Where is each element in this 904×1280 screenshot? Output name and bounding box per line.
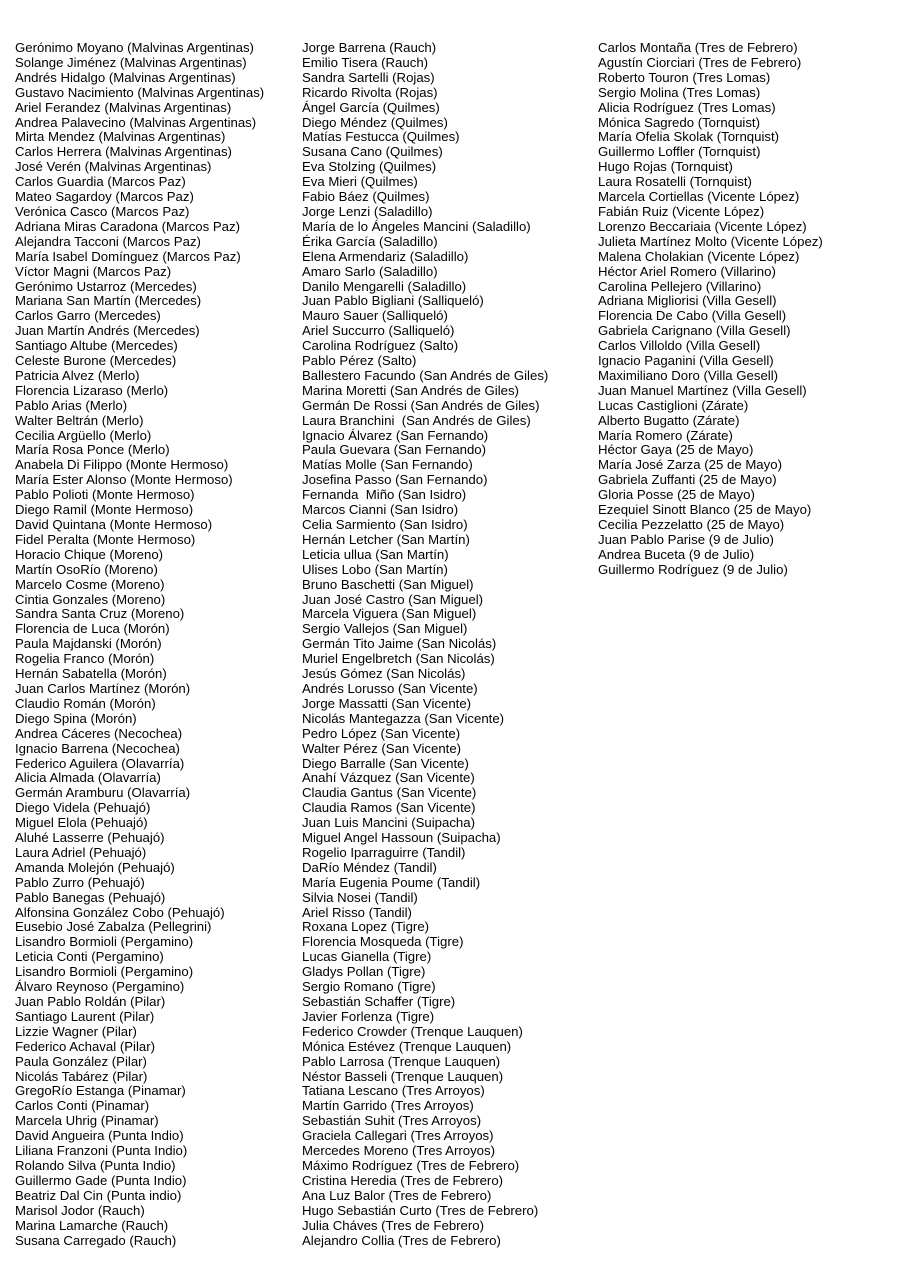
list-item: Lisandro Bormioli (Pergamino) — [15, 934, 194, 950]
list-item: Laura Branchini (San Andrés de Giles) — [302, 412, 531, 428]
list-item: Nicolás Tabárez (Pilar) — [15, 1068, 148, 1084]
list-item: Carlos Montaña (Tres de Febrero) — [598, 40, 798, 55]
list-item: José Verén (Malvinas Argentinas) — [15, 159, 212, 175]
list-item: Néstor Basseli (Trenque Lauquen) — [302, 1068, 504, 1084]
list-item: Marina Lamarche (Rauch) — [15, 1217, 169, 1233]
list-item: Matías Festucca (Quilmes) — [302, 129, 460, 145]
list-item: Beatriz Dal Cin (Punta indio) — [15, 1187, 182, 1203]
list-item: Susana Carregado (Rauch) — [15, 1232, 177, 1248]
list-item: Patricia Alvez (Merlo) — [15, 367, 140, 383]
list-item: Martín OsoRío (Moreno) — [15, 561, 158, 577]
list-item: Hugo Sebastián Curto (Tres de Febrero) — [302, 1202, 539, 1218]
list-item: Gerónimo Ustarroz (Mercedes) — [15, 278, 197, 294]
list-item: Leticia ullua (San Martín) — [302, 546, 449, 562]
list-item: Josefina Passo (San Fernando) — [302, 472, 488, 488]
names-column-3 — [598, 41, 823, 578]
list-item: Marcela Viguera (San Miguel) — [302, 606, 477, 622]
list-item: Cecilia Argüello (Merlo) — [15, 427, 152, 443]
list-item: DaRío Méndez (Tandil) — [302, 859, 437, 875]
list-item: Paula Majdanski (Morón) — [15, 636, 162, 652]
list-item: Ezequiel Sinott Blanco (25 de Mayo) — [598, 502, 812, 518]
list-item: Alicia Almada (Olavarría) — [15, 770, 161, 786]
list-item: María Romero (Zárate) — [598, 427, 733, 443]
list-item: Sebastián Suhit (Tres Arroyos) — [302, 1113, 482, 1129]
list-item: Érika García (Saladillo) — [302, 233, 438, 249]
list-item: Ricardo Rivolta (Rojas) — [302, 84, 438, 100]
list-item: Mauro Sauer (Salliqueló) — [302, 308, 448, 324]
list-item: María Rosa Ponce (Merlo) — [15, 442, 170, 458]
list-item: Pablo Pérez (Salto) — [302, 353, 417, 369]
list-item: Horacio Chique (Moreno) — [15, 546, 164, 562]
list-item: Roberto Touron (Tres Lomas) — [598, 69, 771, 85]
names-column-1 — [15, 41, 264, 1248]
list-item: Sergio Romano (Tigre) — [302, 979, 436, 995]
list-item: Diego Spina (Morón) — [15, 710, 137, 726]
list-item: Ana Luz Balor (Tres de Febrero) — [302, 1187, 492, 1203]
list-item: Guillermo Loffler (Tornquist) — [598, 144, 761, 160]
list-item: Máximo Rodríguez (Tres de Febrero) — [302, 1157, 520, 1173]
list-item: Elena Armendariz (Saladillo) — [302, 248, 469, 264]
list-item: Pablo Banegas (Pehuajó) — [15, 889, 166, 905]
list-item: Florencia de Luca (Morón) — [15, 621, 170, 637]
list-item: Juan Pablo Parise (9 de Julio) — [598, 531, 774, 547]
list-item: Amanda Molejón (Pehuajó) — [15, 859, 175, 875]
list-item: Jorge Massatti (San Vicente) — [302, 695, 472, 711]
list-item: Jorge Barrena (Rauch) — [302, 40, 437, 55]
list-item: Sandra Santa Cruz (Moreno) — [15, 606, 185, 622]
list-item: Hugo Rojas (Tornquist) — [598, 159, 733, 175]
list-item: Alejandro Collia (Tres de Febrero) — [302, 1232, 501, 1248]
list-item: Andrea Palavecino (Malvinas Argentinas) — [15, 114, 257, 130]
list-item: David Angueira (Punta Indio) — [15, 1128, 184, 1144]
list-item: Liliana Franzoni (Punta Indio) — [15, 1143, 188, 1159]
list-item: Claudio Román (Morón) — [15, 695, 156, 711]
list-item: Gabriela Carignano (Villa Gesell) — [598, 323, 791, 339]
list-item: Ignacio Barrena (Necochea) — [15, 740, 180, 756]
list-item: Hernán Letcher (San Martín) — [302, 531, 470, 547]
list-item: Susana Cano (Quilmes) — [302, 144, 443, 160]
list-item: Walter Pérez (San Vicente) — [302, 740, 462, 756]
list-item: Mónica Sagredo (Tornquist) — [598, 114, 760, 130]
list-item: Laura Rosatelli (Tornquist) — [598, 174, 752, 190]
list-item: Walter Beltrán (Merlo) — [15, 412, 144, 428]
list-item: Florencia De Cabo (Villa Gesell) — [598, 308, 787, 324]
list-item: Alfonsina González Cobo (Pehuajó) — [15, 904, 225, 920]
list-item: Rolando Silva (Punta Indio) — [15, 1157, 176, 1173]
list-item: Carlos Guardia (Marcos Paz) — [15, 174, 186, 190]
list-item: Muriel Engelbretch (San Nicolás) — [302, 651, 495, 667]
list-item: Florencia Lizaraso (Merlo) — [15, 382, 169, 398]
list-item: Eva Mieri (Quilmes) — [302, 174, 418, 190]
list-item: Andrés Hidalgo (Malvinas Argentinas) — [15, 69, 236, 85]
list-item: Aluhé Lasserre (Pehuajó) — [15, 830, 165, 846]
list-item: Marina Moretti (San Andrés de Giles) — [302, 382, 519, 398]
list-item: Andrea Buceta (9 de Julio) — [598, 546, 755, 562]
list-item: Diego Barralle (San Vicente) — [302, 755, 469, 771]
list-item: Verónica Casco (Marcos Paz) — [15, 203, 190, 219]
list-item: Laura Adriel (Pehuajó) — [15, 844, 147, 860]
list-item: Cristina Heredia (Tres de Febrero) — [302, 1172, 504, 1188]
list-item: María Eugenia Poume (Tandil) — [302, 874, 481, 890]
list-item: Ignacio Paganini (Villa Gesell) — [598, 353, 774, 369]
list-item: Javier Forlenza (Tigre) — [302, 1008, 435, 1024]
list-item: Ángel García (Quilmes) — [302, 99, 440, 115]
list-item: Diego Méndez (Quilmes) — [302, 114, 448, 130]
list-item: Ariel Risso (Tandil) — [302, 904, 412, 920]
list-item: Amaro Sarlo (Saladillo) — [302, 263, 438, 279]
list-item: Emilio Tisera (Rauch) — [302, 54, 429, 70]
list-item: Santiago Altube (Mercedes) — [15, 338, 178, 354]
list-item: Fidel Peralta (Monte Hermoso) — [15, 531, 196, 547]
list-item: Eva Stolzing (Quilmes) — [302, 159, 437, 175]
list-item: Silvia Nosei (Tandil) — [302, 889, 418, 905]
list-item: Miguel Elola (Pehuajó) — [15, 815, 148, 831]
list-item: Marcela Cortiellas (Vicente López) — [598, 189, 800, 205]
list-item: Héctor Ariel Romero (Villarino) — [598, 263, 776, 279]
list-item: María Isabel Domínguez (Marcos Paz) — [15, 248, 241, 264]
list-item: Ulises Lobo (San Martín) — [302, 561, 448, 577]
list-item: Pablo Larrosa (Trenque Lauquen) — [302, 1053, 501, 1069]
list-item: Santiago Laurent (Pilar) — [15, 1008, 155, 1024]
list-item: Ariel Ferandez (Malvinas Argentinas) — [15, 99, 232, 115]
list-item: Celeste Burone (Mercedes) — [15, 353, 177, 369]
list-item: Federico Achaval (Pilar) — [15, 1038, 155, 1054]
list-item: Lorenzo Beccariaia (Vicente López) — [598, 218, 807, 234]
list-item: Anabela Di Filippo (Monte Hermoso) — [15, 457, 229, 473]
list-item: Marisol Jodor (Rauch) — [15, 1202, 145, 1218]
list-item: Germán De Rossi (San Andrés de Giles) — [302, 397, 540, 413]
list-item: Lucas Gianella (Tigre) — [302, 949, 432, 965]
list-item: Fabián Ruiz (Vicente López) — [598, 203, 765, 219]
list-item: Marcela Uhrig (Pinamar) — [15, 1113, 159, 1129]
list-item: Federico Aguilera (Olavarría) — [15, 755, 185, 771]
list-item: Marcelo Cosme (Moreno) — [15, 576, 165, 592]
list-item: Eusebio José Zabalza (Pellegrini) — [15, 919, 212, 935]
list-item: Florencia Mosqueda (Tigre) — [302, 934, 464, 950]
list-item: Juan Pablo Roldán (Pilar) — [15, 994, 166, 1009]
list-item: Mateo Sagardoy (Marcos Paz) — [15, 189, 194, 205]
list-item: Gladys Pollan (Tigre) — [302, 964, 426, 980]
list-item: GregoRío Estanga (Pinamar) — [15, 1083, 186, 1099]
list-item: Sergio Molina (Tres Lomas) — [598, 84, 761, 100]
list-item: Carolina Rodríguez (Salto) — [302, 338, 459, 354]
list-item: Cintia Gonzales (Moreno) — [15, 591, 166, 607]
list-item: Diego Ramil (Monte Hermoso) — [15, 502, 194, 518]
list-item: Alberto Bugatto (Zárate) — [598, 412, 740, 428]
list-item: Solange Jiménez (Malvinas Argentinas) — [15, 54, 247, 70]
list-item: Malena Cholakian (Vicente López) — [598, 248, 800, 264]
list-item: Jorge Lenzi (Saladillo) — [302, 203, 433, 219]
list-item: Anahí Vázquez (San Vicente) — [302, 770, 475, 786]
list-item: Mónica Estévez (Trenque Lauquen) — [302, 1038, 512, 1054]
list-item: Claudia Ramos (San Vicente) — [302, 800, 476, 816]
list-item: Mariana San Martín (Mercedes) — [15, 293, 202, 309]
list-item: Julieta Martínez Molto (Vicente López) — [598, 233, 823, 249]
list-item: Celia Sarmiento (San Isidro) — [302, 517, 468, 532]
list-item: Federico Crowder (Trenque Lauquen) — [302, 1023, 523, 1039]
list-item: Julia Cháves (Tres de Febrero) — [302, 1217, 485, 1233]
list-item: Nicolás Mantegazza (San Vicente) — [302, 710, 505, 726]
list-item: Sergio Vallejos (San Miguel) — [302, 621, 468, 637]
list-item: María de lo Ángeles Mancini (Saladillo) — [302, 218, 531, 234]
list-item: Lizzie Wagner (Pilar) — [15, 1023, 137, 1039]
list-item: Gloria Posse (25 de Mayo) — [598, 487, 755, 503]
list-item: David Quintana (Monte Hermoso) — [15, 517, 213, 532]
list-item: María José Zarza (25 de Mayo) — [598, 457, 782, 473]
list-item: Cecilia Pezzelatto (25 de Mayo) — [598, 517, 785, 532]
list-item: Juan José Castro (San Miguel) — [302, 591, 484, 607]
list-item: Juan Pablo Bigliani (Salliqueló) — [302, 293, 484, 309]
list-item: Víctor Magni (Marcos Paz) — [15, 263, 172, 279]
list-item: Leticia Conti (Pergamino) — [15, 949, 164, 965]
list-item: Pablo Polioti (Monte Hermoso) — [15, 487, 195, 503]
list-item: Ariel Succurro (Salliqueló) — [302, 323, 455, 339]
list-item: Juan Luis Mancini (Suipacha) — [302, 815, 475, 831]
list-item: Carlos Garro (Mercedes) — [15, 308, 161, 324]
list-item: Juan Manuel Martínez (Villa Gesell) — [598, 382, 807, 398]
list-item: Ignacio Álvarez (San Fernando) — [302, 427, 489, 443]
list-item: Gustavo Nacimiento (Malvinas Argentinas) — [15, 84, 265, 100]
list-item: Mirta Mendez (Malvinas Argentinas) — [15, 129, 226, 145]
list-item: Alicia Rodríguez (Tres Lomas) — [598, 99, 776, 115]
list-item: Maximiliano Doro (Villa Gesell) — [598, 367, 779, 383]
list-item: Sandra Sartelli (Rojas) — [302, 69, 435, 85]
list-item: Marcos Cianni (San Isidro) — [302, 502, 459, 518]
list-item: Fabio Báez (Quilmes) — [302, 189, 430, 205]
list-item: Rogelia Franco (Morón) — [15, 651, 155, 667]
list-item: Gabriela Zuffanti (25 de Mayo) — [598, 472, 777, 488]
list-item: Martín Garrido (Tres Arroyos) — [302, 1098, 474, 1114]
list-item: Carolina Pellejero (Villarino) — [598, 278, 762, 294]
list-item: Carlos Conti (Pinamar) — [15, 1098, 150, 1114]
list-item: Paula Guevara (San Fernando) — [302, 442, 487, 458]
list-item: María Ofelia Skolak (Tornquist) — [598, 129, 780, 145]
list-item: Hernán Sabatella (Morón) — [15, 666, 167, 682]
list-item: Paula González (Pilar) — [15, 1053, 147, 1069]
list-item: Agustín Ciorciari (Tres de Febrero) — [598, 54, 802, 70]
list-item: Graciela Callegari (Tres Arroyos) — [302, 1128, 494, 1144]
list-item: Tatiana Lescano (Tres Arroyos) — [302, 1083, 485, 1099]
list-item: Lucas Castiglioni (Zárate) — [598, 397, 749, 413]
list-item: Jesús Gómez (San Nicolás) — [302, 666, 466, 682]
list-item: Gerónimo Moyano (Malvinas Argentinas) — [15, 40, 254, 55]
list-item: Claudia Gantus (San Vicente) — [302, 785, 477, 801]
list-item: Álvaro Reynoso (Pergamino) — [15, 979, 185, 995]
list-item: Carlos Herrera (Malvinas Argentinas) — [15, 144, 232, 160]
list-item: Miguel Angel Hassoun (Suipacha) — [302, 830, 501, 846]
list-item: Pablo Zurro (Pehuajó) — [15, 874, 145, 890]
list-item: Bruno Baschetti (San Miguel) — [302, 576, 474, 592]
list-item: Juan Martín Andrés (Mercedes) — [15, 323, 200, 339]
list-item: Pablo Arias (Merlo) — [15, 397, 128, 413]
list-item: Juan Carlos Martínez (Morón) — [15, 680, 191, 696]
list-item: Roxana Lopez (Tigre) — [302, 919, 430, 935]
list-item: Sebastián Schaffer (Tigre) — [302, 994, 456, 1009]
list-item: Fernanda Miño (San Isidro) — [302, 487, 467, 503]
list-item: Matías Molle (San Fernando) — [302, 457, 473, 473]
list-item: Germán Tito Jaime (San Nicolás) — [302, 636, 497, 652]
list-item: Ballestero Facundo (San Andrés de Giles) — [302, 367, 549, 383]
list-item: Danilo Mengarelli (Saladillo) — [302, 278, 467, 294]
list-item: Diego Videla (Pehuajó) — [15, 800, 151, 816]
list-item: Carlos Villoldo (Villa Gesell) — [598, 338, 761, 354]
names-column-2 — [302, 41, 548, 1248]
list-item: Andrea Cáceres (Necochea) — [15, 725, 183, 741]
list-item: Andrés Lorusso (San Vicente) — [302, 680, 478, 696]
list-item: Guillermo Rodríguez (9 de Julio) — [598, 561, 788, 577]
list-item: Adriana Migliorisi (Villa Gesell) — [598, 293, 777, 309]
list-item: María Ester Alonso (Monte Hermoso) — [15, 472, 233, 488]
list-item: Pedro López (San Vicente) — [302, 725, 461, 741]
list-item: Guillermo Gade (Punta Indio) — [15, 1172, 187, 1188]
list-item: Lisandro Bormioli (Pergamino) — [15, 964, 194, 980]
list-item: Alejandra Tacconi (Marcos Paz) — [15, 233, 201, 249]
list-item: Mercedes Moreno (Tres Arroyos) — [302, 1143, 495, 1159]
list-item: Adriana Miras Caradona (Marcos Paz) — [15, 218, 241, 234]
list-item: Germán Aramburu (Olavarría) — [15, 785, 191, 801]
list-item: Héctor Gaya (25 de Mayo) — [598, 442, 754, 458]
list-item: Rogelio Iparraguirre (Tandil) — [302, 844, 466, 860]
